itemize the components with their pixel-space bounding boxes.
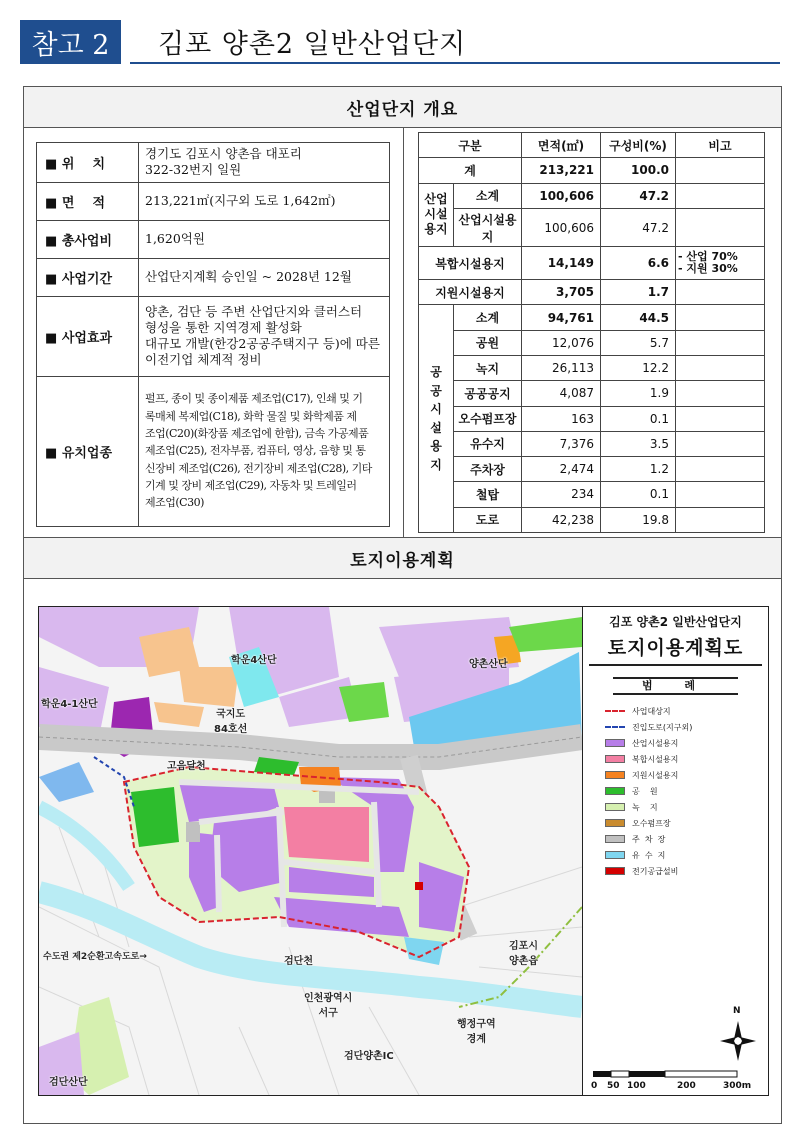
- scale-label: 300m: [723, 1081, 752, 1091]
- area-value: 26,113: [522, 356, 601, 381]
- label-gomdancheon: 검단천: [284, 956, 313, 967]
- legend-label: 공 원: [632, 786, 658, 796]
- area-ratio: 0.1: [601, 482, 676, 507]
- area-label: 계: [419, 158, 522, 183]
- area-label: 유수지: [454, 431, 522, 456]
- area-row: [419, 280, 765, 305]
- overview-key: ■ 면 적: [37, 182, 139, 220]
- area-row: [419, 208, 765, 246]
- scale-label: 50: [607, 1081, 620, 1091]
- map-drawing: [39, 607, 582, 1095]
- header-note: 비고: [676, 133, 765, 158]
- overview-key: ■ 사업효과: [37, 296, 139, 376]
- legend-swatch: [605, 739, 625, 747]
- legend-item: [605, 865, 678, 877]
- header-area: 면적(㎡): [522, 133, 601, 158]
- area-label: 소계: [454, 183, 522, 208]
- map-legend: [582, 606, 769, 1096]
- area-value: 7,376: [522, 431, 601, 456]
- area-ratio: 1.9: [601, 381, 676, 406]
- area-note: [676, 183, 765, 208]
- legend-item: [605, 705, 671, 717]
- legend-item: [605, 721, 692, 733]
- header-ratio: 구성비(%): [601, 133, 676, 158]
- land-use-map: [38, 606, 583, 1096]
- legend-title-small: 김포 양촌2 일반산업단지: [609, 615, 742, 629]
- label-ring-expressway: 수도권 제2순환고속도로→: [43, 952, 147, 962]
- area-ratio: 19.8: [601, 507, 676, 532]
- label-gorangcheon: 고음달천: [167, 761, 206, 772]
- area-table: [418, 132, 765, 533]
- legend-swatch: [605, 867, 625, 875]
- area-note: [676, 305, 765, 330]
- legend-swatch: [605, 835, 625, 843]
- label-hakun41: 학운4-1산단: [41, 699, 98, 710]
- label-incheon-seogu: 인천광역시 서구: [304, 993, 353, 1019]
- legend-heading: 범 례: [613, 677, 738, 695]
- area-row: [419, 183, 765, 208]
- overview-value: 경기도 김포시 양촌읍 대포리 322-32번지 일원: [139, 143, 390, 183]
- area-row: [419, 247, 765, 280]
- legend-label: 지원시설용지: [632, 770, 679, 780]
- area-value: 4,087: [522, 381, 601, 406]
- title-underline: [130, 62, 780, 64]
- section-heading-overview: 산업단지 개요: [24, 87, 781, 128]
- legend-swatch: [605, 726, 625, 728]
- area-note: [676, 158, 765, 183]
- area-note: - 산업 70% - 지원 30%: [676, 247, 765, 280]
- legend-swatch: [605, 819, 625, 827]
- area-header-row: [419, 133, 765, 158]
- legend-swatch: [605, 771, 625, 779]
- legend-label: 유 수 지: [632, 850, 666, 860]
- overview-key: ■ 위 치: [37, 143, 139, 183]
- legend-title-large: 토지이용계획도: [607, 637, 744, 659]
- area-label: 지원시설용지: [419, 280, 522, 305]
- area-value: 2,474: [522, 457, 601, 482]
- area-ratio: 3.5: [601, 431, 676, 456]
- area-value: 3,705: [522, 280, 601, 305]
- legend-swatch: [605, 803, 625, 811]
- scale-bar: [593, 1069, 763, 1079]
- reference-badge: 참고 2: [20, 20, 121, 64]
- area-value: 14,149: [522, 247, 601, 280]
- overview-row: [37, 182, 390, 220]
- label-route84: 국지도 84호선: [214, 709, 248, 735]
- area-ratio: 47.2: [601, 208, 676, 246]
- legend-item: [605, 737, 678, 749]
- area-row: [419, 356, 765, 381]
- area-label: 공원: [454, 330, 522, 355]
- area-row: [419, 406, 765, 431]
- area-row: [419, 381, 765, 406]
- area-note: [676, 406, 765, 431]
- area-value: 94,761: [522, 305, 601, 330]
- legend-item: [605, 753, 678, 765]
- area-row-total: [419, 158, 765, 183]
- scale-label: 100: [627, 1081, 646, 1091]
- area-label: 공공공지: [454, 381, 522, 406]
- area-value: 234: [522, 482, 601, 507]
- area-note: [676, 482, 765, 507]
- section-heading-landuse: 토지이용계획: [24, 538, 781, 579]
- overview-key: ■ 총사업비: [37, 220, 139, 258]
- legend-rule: [589, 664, 762, 666]
- legend-swatch: [605, 851, 625, 859]
- legend-swatch: [605, 710, 625, 712]
- overview-row: [37, 376, 390, 526]
- legend-item: [605, 817, 671, 829]
- area-value: 42,238: [522, 507, 601, 532]
- scale-label: 0: [591, 1081, 598, 1091]
- north-arrow-icon: [718, 1017, 758, 1065]
- overview-table: [36, 142, 390, 527]
- overview-value: 213,221㎡(지구외 도로 1,642㎡): [139, 182, 390, 220]
- area-ratio: 44.5: [601, 305, 676, 330]
- legend-item: [605, 785, 658, 797]
- area-note: [676, 356, 765, 381]
- area-label: 산업시설용지: [454, 208, 522, 246]
- legend-label: 전기공급설비: [632, 866, 679, 876]
- overview-key: ■ 유치업종: [37, 376, 139, 526]
- area-value: 100,606: [522, 208, 601, 246]
- area-ratio: 0.1: [601, 406, 676, 431]
- area-ratio: 6.6: [601, 247, 676, 280]
- overview-value: 펄프, 종이 및 종이제품 제조업(C17), 인쇄 및 기 록매체 복제업(C18), 화학 물질 및 화학제품 제 조업(C20)(화장품 제조업에 한함), 금속 가공제품 제조업(C25), 전자부품, 컴퓨터, 영상, 음향 및 통 신장비 제조업(C26), 전기장비 제조업(C28), 기타 기계 및 장비 제조업(C29), 자동차 및 트레일러 제조업(C30): [139, 376, 390, 526]
- area-row: [419, 482, 765, 507]
- legend-swatch: [605, 787, 625, 795]
- area-value: 100,606: [522, 183, 601, 208]
- legend-label: 오수펌프장: [632, 818, 671, 828]
- legend-label: 복합시설용지: [632, 754, 679, 764]
- legend-label: 녹 지: [632, 802, 658, 812]
- overview-row: [37, 220, 390, 258]
- overview-value: 산업단지계획 승인일 ~ 2028년 12월: [139, 258, 390, 296]
- area-label: 도로: [454, 507, 522, 532]
- overview-key: ■ 사업기간: [37, 258, 139, 296]
- area-ratio: 12.2: [601, 356, 676, 381]
- area-row: [419, 457, 765, 482]
- area-row: [419, 507, 765, 532]
- legend-item: [605, 849, 665, 861]
- legend-item: [605, 769, 678, 781]
- area-label: 복합시설용지: [419, 247, 522, 280]
- area-note: [676, 431, 765, 456]
- north-label: N: [733, 1006, 741, 1016]
- area-value: 12,076: [522, 330, 601, 355]
- area-note: [676, 507, 765, 532]
- document-title: 김포 양촌2 일반산업단지: [158, 29, 467, 60]
- legend-swatch: [605, 755, 625, 763]
- overview-row: [37, 296, 390, 376]
- area-row: [419, 305, 765, 330]
- header-category: 구분: [419, 133, 522, 158]
- label-hakun4: 학운4산단: [231, 655, 277, 666]
- label-gomdan-ic: 검단양촌IC: [344, 1051, 394, 1062]
- area-value: 213,221: [522, 158, 601, 183]
- legend-label: 주 차 장: [632, 834, 666, 844]
- area-row: [419, 330, 765, 355]
- area-value: 163: [522, 406, 601, 431]
- area-label: 녹지: [454, 356, 522, 381]
- legend-item: [605, 833, 665, 845]
- area-label: 주차장: [454, 457, 522, 482]
- label-gomdan-industrial: 검단산단: [49, 1077, 88, 1088]
- area-ratio: 47.2: [601, 183, 676, 208]
- label-admin-boundary: 행정구역 경계: [457, 1019, 496, 1045]
- area-ratio: 5.7: [601, 330, 676, 355]
- legend-item: [605, 801, 658, 813]
- area-ratio: 100.0: [601, 158, 676, 183]
- column-divider: [403, 127, 404, 537]
- legend-label: 사업대상지: [632, 706, 671, 716]
- scale-label: 200: [677, 1081, 696, 1091]
- area-note: [676, 280, 765, 305]
- group-public: 공 공 시 설 용 지: [419, 305, 454, 533]
- area-note: [676, 208, 765, 246]
- overview-value: 양촌, 검단 등 주변 산업단지와 클러스터 형성을 통한 지역경제 활성화 대규모 개발(한강2공공주택지구 등)에 따른 이전기업 체계적 정비: [139, 296, 390, 376]
- overview-value: 1,620억원: [139, 220, 390, 258]
- group-industrial: 산업 시설 용지: [419, 183, 454, 247]
- area-label: 오수펌프장: [454, 406, 522, 431]
- area-note: [676, 330, 765, 355]
- label-yangchon: 양촌산단: [469, 659, 508, 670]
- area-note: [676, 381, 765, 406]
- area-label: 소계: [454, 305, 522, 330]
- area-ratio: 1.2: [601, 457, 676, 482]
- label-gimpo-yangchon: 김포시 양촌읍: [509, 941, 538, 967]
- legend-label: 산업시설용지: [632, 738, 679, 748]
- legend-label: 진입도로(지구외): [632, 722, 693, 732]
- area-row: [419, 431, 765, 456]
- overview-row: [37, 143, 390, 183]
- area-ratio: 1.7: [601, 280, 676, 305]
- area-label: 철탑: [454, 482, 522, 507]
- overview-row: [37, 258, 390, 296]
- area-note: [676, 457, 765, 482]
